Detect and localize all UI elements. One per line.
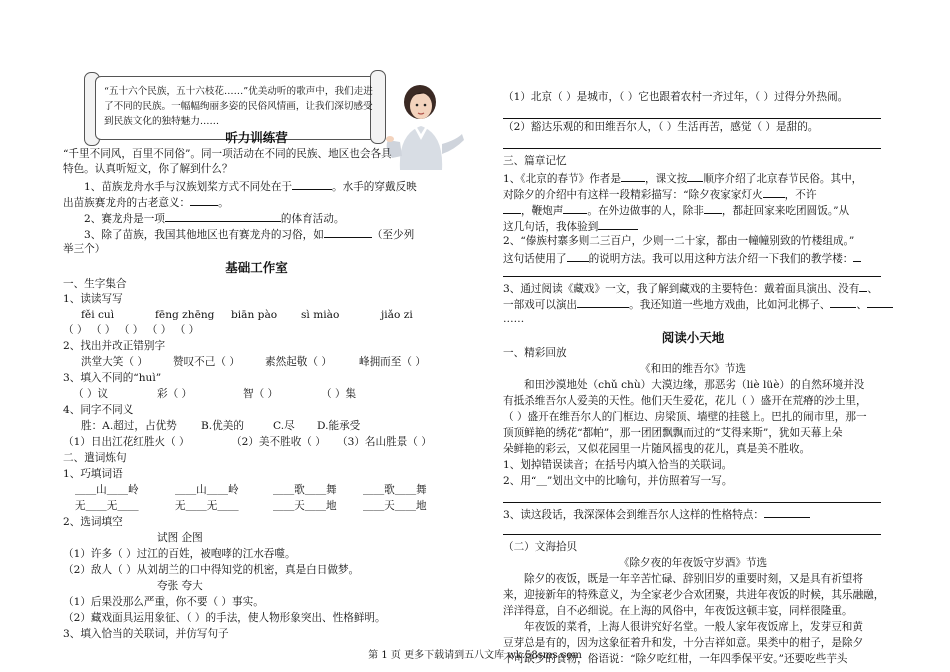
answer-blank[interactable] [763,186,785,198]
memory-q1-line1 [503,170,883,188]
listening-q1-text-b: 。水手的穿戴反映 [332,181,417,193]
idiom-item: ＿＿山＿＿岭 [75,484,139,496]
subsection-1-4: 4、同字不同义 [63,404,134,416]
section-1-heading: 一、生字集合 [63,278,127,290]
reading-part-2: （二）文海拾贝 [503,541,578,553]
fill-2: （2）敌人（ ）从刘胡兰的口中得知党的机密，真是白日做梦。 [63,564,360,576]
listening-intro-line1: “千里不同风，百里不同俗”。同一项活动在不同的民族、地区也会各具 [63,148,392,160]
pinyin-item: fēng zhēng [155,309,215,321]
answer-blank[interactable] [503,202,521,214]
answer-blank[interactable] [577,296,629,308]
answer-line[interactable] [503,118,881,119]
memory-text: 、 [856,299,868,311]
subsection-1-1: 1、读读写写 [63,293,123,305]
typo-item: 洪堂大笑（ ） [81,356,148,368]
listening-q2 [63,210,450,228]
basic-title: 基础工作室 [225,260,288,275]
memory-q1-line4 [503,218,883,236]
subsection-1-2: 2、找出并改正错别字 [63,340,166,352]
passage-1-q3 [503,506,883,524]
memory-text: ，鞭炮声 [521,205,564,217]
passage-1-line: （ ）盛开在维吾尔人的门框边、房梁顶、墙壁的挂毯上。巴扎的闹市里，那一 [503,411,867,423]
fill-4: （2）藏戏面具运用象征、（ ）的手法，使人物形象突出、性格鲜明。 [63,612,386,624]
listening-q3-line2: 举三个） [63,243,106,255]
listening-title: 听力训练营 [225,130,288,145]
subsection-2-1: 1、巧填词语 [63,468,123,480]
idiom-item: ＿＿天＿＿地 [363,500,427,512]
listening-q2-text-a: 2、赛龙舟是一项 [84,213,165,225]
fill-1: （1）许多（ ）过江的百姓，被咆哮的江水吞噬。 [63,548,296,560]
answer-line[interactable] [503,148,881,149]
idiom-item: 无＿＿无＿＿ [75,500,139,512]
reading-part-1: 一、精彩回放 [503,347,567,359]
idiom-item: ＿＿天＿＿地 [273,500,337,512]
memory-text: ，都赶回家来吃团圆饭。”从 [721,205,850,217]
listening-q3-line1 [63,226,450,244]
listening-q1-text-d: 。 [218,197,229,209]
memory-q3-line1 [503,280,883,298]
pinyin-answer-row: （ ） （ ） （ ） （ ） （ ） [63,324,200,336]
memory-q3-line3: …… [503,313,525,325]
pinyin-item: fěi cuì [81,309,115,321]
intro-text: “五十六个民族，五十六枝花……”优美动听的歌声中，我们走进了不同的民族。一幅幅绚丽多姿的民俗风情画，让我们深切感受到民族文化的独特魅力…… [104,86,373,127]
answer-blank[interactable] [563,202,587,214]
memory-text: 。在外边做事的人，除非 [587,205,704,217]
memory-text: ，不许 [784,189,817,201]
answer-blank[interactable] [324,226,372,238]
passage-2-title: 《除夕夜的年夜饭守岁酒》节选 [618,557,768,569]
listening-q1-text-a: 1、苗族龙舟水手与汉族划桨方式不同处在于 [84,181,293,193]
answer-blank[interactable] [165,210,281,222]
pinyin-item: sì miào [301,309,340,321]
hui-item: 智（ ） [243,388,279,400]
question-text: 3、读这段话，我深深体会到维吾尔人这样的性格特点： [503,509,764,521]
answer-blank[interactable] [853,250,861,262]
passage-1-line: 朵鲜艳的彩云，又似花园里一片随风摇曳的花儿，真是美不胜收。 [503,443,811,455]
listening-intro-line2: 特色。认真听短文，你了解到什么？ [63,163,233,175]
idiom-item: ＿＿山＿＿岭 [175,484,239,496]
listening-q1-line1 [63,178,450,196]
answer-blank[interactable] [830,296,856,308]
memory-text: 、 [867,283,878,295]
memory-text: 。我还知道一些地方戏曲，比如河北梆子、 [629,299,831,311]
subsection-1-3: 3、填入不同的“huì” [63,372,162,384]
answer-blank[interactable] [687,170,703,182]
memory-q3-line2 [503,296,883,314]
memory-q2-line1: 2、“傣族村寨多则二三百户，少则一二十家，都由一幢幢别致的竹楼组成。” [503,235,855,247]
answer-blank[interactable] [704,202,722,214]
passage-2-line: 除夕的夜饭，既是一年辛苦忙碌、辞别旧岁的重要时刻，又是具有祈望将 [524,573,863,585]
typo-item: 素然起敬（ ） [265,356,332,368]
answer-blank[interactable] [190,194,218,206]
answer-blank[interactable] [598,218,638,230]
passage-1-q1: 1、划掉错误读音；在括号内填入恰当的关联词。 [503,459,733,471]
answer-blank[interactable] [867,296,893,308]
memory-text: 3、通过阅读《藏戏》一文，我了解到藏戏的主要特色：戴着面具演出、没有 [503,283,860,295]
answer-blank[interactable] [764,506,810,518]
memory-text: 这几句话，我体验到 [503,221,599,233]
passage-1-line: 顶顶鲜艳的绣花“都帕”，那一团团飘飘而过的“艾得来斯”，犹如天幕上朵 [503,427,843,439]
passage-2-line: 豆芽总是有的，因为这象征着升和发，十分吉祥如意。果类中的柑子，是除夕 [503,637,864,649]
answer-blank[interactable] [292,178,332,190]
memory-text: ，课文按 [644,173,688,185]
hui-item: （ ）集 [321,388,357,400]
page-footer: 第 1 页 更多下载请到五八文库 wk.58sms.com [368,650,582,661]
meaning-option: 胜：A.超过，占优势 [81,420,177,432]
memory-text: 一部戏可以演出 [503,299,578,311]
listening-q2-text-b: 的体育活动。 [280,213,345,225]
typo-item: 赞叹不己（ ） [173,356,240,368]
memory-text: 这句话使用了 [503,253,567,265]
listening-q3-text-a: 3、除了苗族，我国其他地区也有赛龙舟的习俗，如 [84,229,324,241]
connective-1: （1）北京（ ）是城市，（ ）它也跟着农村一齐过年，（ ）过得分外热闹。 [503,91,849,103]
idiom-item: ＿＿歌＿＿舞 [273,484,337,496]
meaning-option: B.优美的 [201,420,244,432]
passage-1-title: 《和田的维吾尔》节选 [640,363,746,375]
fill-3: （1）后果没那么严重，你不要（ ）事实。 [63,596,264,608]
word-pair-1: 试图 企图 [157,532,203,544]
subsection-2-2: 2、选词填空 [63,516,123,528]
listening-q1-text-c: 出苗族赛龙舟的古老意义： [63,197,191,209]
answer-line[interactable] [503,534,881,535]
meaning-choice: （3）名山胜景（ ） [337,436,432,448]
section-3-heading: 三、篇章记忆 [503,155,567,167]
typo-item: 峰拥而至（ ） [359,356,426,368]
pinyin-item: jiǎo zi [381,309,413,321]
answer-line[interactable] [503,502,881,503]
answer-line[interactable] [503,276,881,277]
passage-2-line: 不可缺少的食物，俗语说：“除夕吃红柑，一年四季保平安。”还要吃些芋头 [503,653,848,665]
subsection-2-3: 3、填入恰当的关联词，并仿写句子 [63,628,229,640]
passage-2-line: 洋洋得意，自不必细说。在上海的风俗中，年夜饭这顿丰宴，同样很隆重。 [503,605,853,617]
answer-blank[interactable] [621,170,645,182]
word-pair-2: 夸张 夸大 [157,580,203,592]
section-2-heading: 二、遣词炼句 [63,452,127,464]
idiom-item: 无＿＿无＿＿ [175,500,239,512]
memory-q1-line2 [503,186,883,204]
memory-q2-line2 [503,250,883,268]
connective-2: （2）豁达乐观的和田维吾尔人，（ ）生活再苦，感觉（ ）是甜的。 [503,121,819,133]
memory-text: 1、《北京的春节》作者是 [503,173,621,185]
listening-q1-line2 [63,194,450,212]
passage-2-line: 来，迎接新年的特殊意义，为全家老少合欢团聚，共进年夜饭的时候，其乐融融， [503,589,885,601]
listening-q3-text-b: （至少列 [371,229,415,241]
answer-blank[interactable] [567,250,589,262]
meaning-choice: （2）美不胜收（ ） [231,436,326,448]
idiom-item: ＿＿歌＿＿舞 [363,484,427,496]
meaning-option: D.能承受 [317,420,361,432]
passage-1-line: 有抵杀维吾尔人爱美的天性。他们天生爱花，花儿（ ）盛开在荒瘠的沙土里， [503,395,867,407]
meaning-choice: （1）日出江花红胜火（ ） [63,436,190,448]
reading-title: 阅读小天地 [661,330,725,345]
memory-text: 对除夕的介绍中有这样一段精彩描写：“除夕夜家家灯火 [503,189,763,201]
passage-1-line: 和田沙漠地处（chǔ chù）大漠边缘，那恶劣（liè lüè）的自然环境并没 [524,379,865,391]
memory-q1-line3 [503,202,883,220]
hui-item: 彩（ ） [157,388,193,400]
memory-text: 顺序介绍了北京春节民俗。其中， [703,173,863,185]
hui-item: （ ）议 [73,388,109,400]
pinyin-item: biān pào [231,309,278,321]
passage-1-q2: 2、用“＿”划出文中的比喻句，并仿照着写一写。 [503,475,733,487]
memory-text: 的说明方法。我可以用这种方法介绍一下我们的教学楼： [588,253,854,265]
passage-2-line: 年夜饭的菜肴，上海人很讲究好名堂。一般人家年夜饭席上，发芽豆和黄 [524,621,863,633]
meaning-option: C.尽 [273,420,295,432]
